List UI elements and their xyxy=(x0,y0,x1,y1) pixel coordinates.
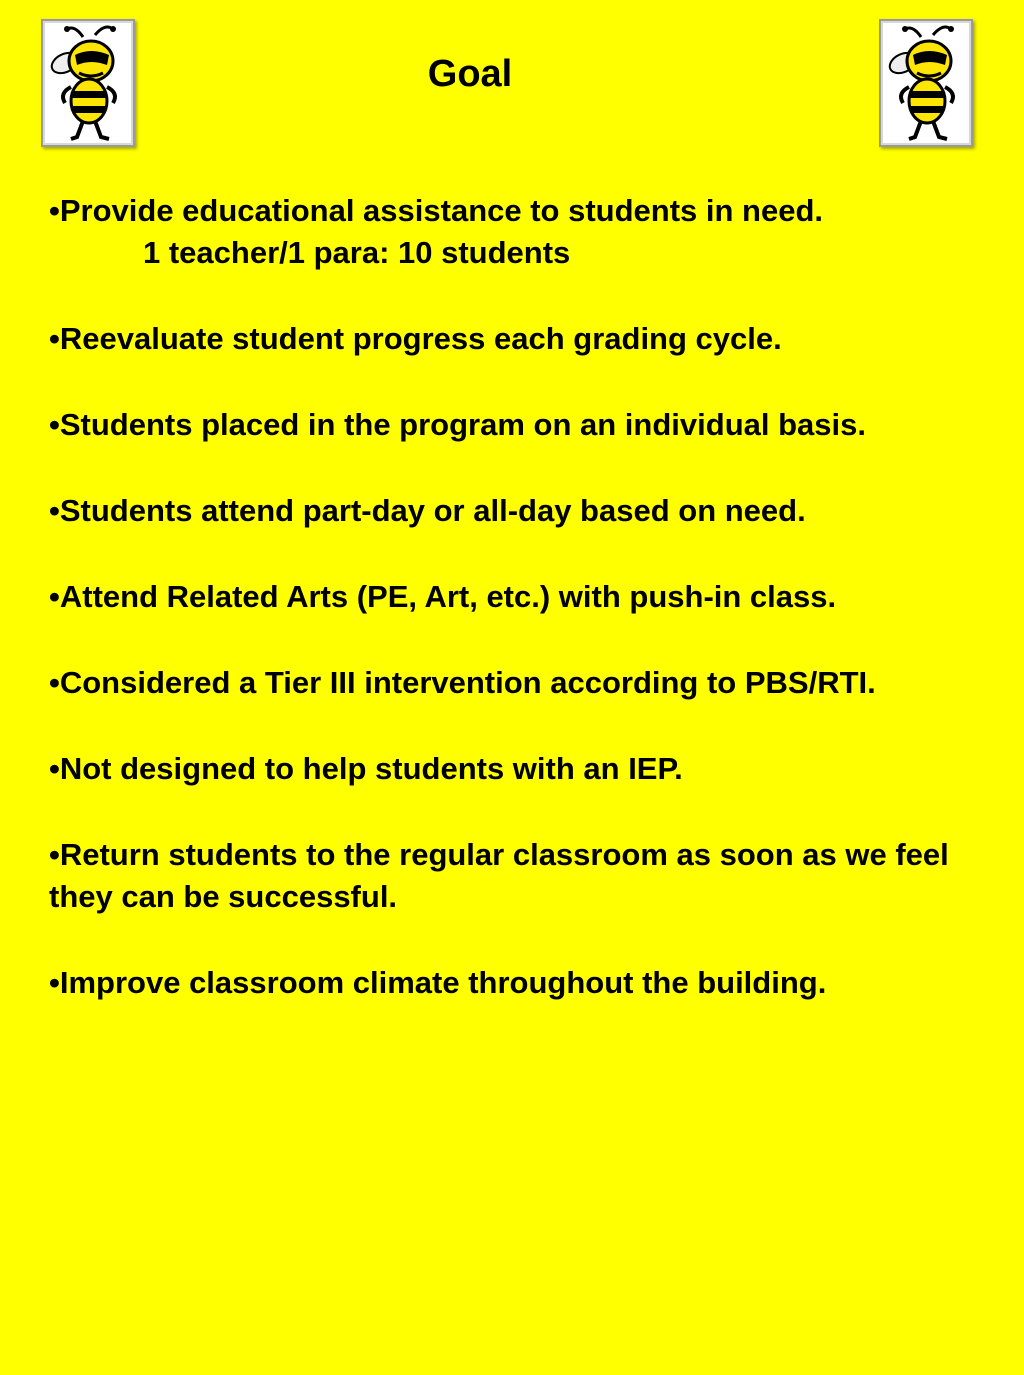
list-item xyxy=(49,662,979,704)
list-item-text: Not designed to help students with an IEP. xyxy=(59,751,683,786)
list-item-text: Considered a Tier III intervention according to PBS/RTI. xyxy=(59,665,876,700)
list-item xyxy=(49,318,979,360)
list-item xyxy=(49,190,979,274)
bullet: • xyxy=(49,579,60,614)
list-item xyxy=(49,490,979,532)
list-item-text: Students attend part-day or all-day based on need. xyxy=(59,493,806,528)
list-item-text: Attend Related Arts (PE, Art, etc.) with push-in class. xyxy=(59,579,837,614)
page-title: Goal xyxy=(427,53,513,95)
goal-list xyxy=(49,190,979,1004)
bullet: • xyxy=(49,837,60,872)
list-item xyxy=(49,834,979,918)
list-item-text: Improve classroom climate throughout the building. xyxy=(59,965,827,1000)
bullet: • xyxy=(49,751,60,786)
list-item-subtext: 1 teacher/1 para: 10 students xyxy=(143,235,571,270)
bullet: • xyxy=(49,493,60,528)
list-item xyxy=(49,748,979,790)
list-item xyxy=(49,576,979,618)
list-item-text: Provide educational assistance to students in need. xyxy=(59,193,824,228)
bullet: • xyxy=(49,665,60,700)
list-item-text: Return students to the regular classroom as soon as we feel they can be successful. xyxy=(49,837,949,914)
list-item-text: Reevaluate student progress each grading cycle. xyxy=(59,321,782,356)
bullet: • xyxy=(49,321,60,356)
bullet: • xyxy=(49,407,60,442)
bullet: • xyxy=(49,965,60,1000)
list-item xyxy=(49,404,979,446)
list-item xyxy=(49,962,979,1004)
list-item-text: Students placed in the program on an individual basis. xyxy=(59,407,866,442)
bullet: • xyxy=(49,193,60,228)
